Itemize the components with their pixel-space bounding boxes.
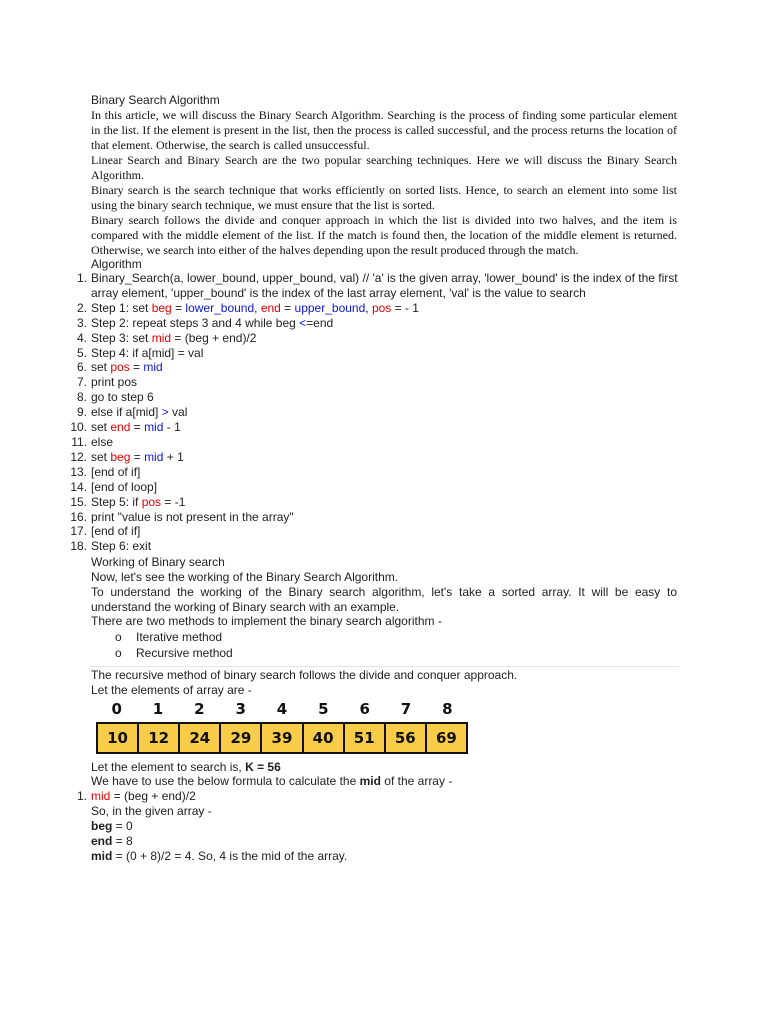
step-text: Binary_Search(a, lower_bound, upper_bound, val) // 'a' is the given array, 'lower_bound' is the index of the first array element, 'upper_bound' is the index of the last array element, 'val' is the value to search	[91, 271, 678, 300]
working-paragraph-3: There are two methods to implement the binary search algorithm -	[91, 614, 442, 628]
method-iterative: Iterative method	[136, 630, 223, 644]
code-operator: >	[161, 405, 169, 420]
list-item	[76, 375, 681, 390]
step-text: =	[129, 360, 144, 375]
end-line	[91, 834, 677, 849]
code-var: beg	[110, 449, 131, 464]
array-cell: 29	[221, 724, 262, 752]
step-text: =	[280, 300, 295, 315]
list-item	[71, 434, 681, 450]
list-item	[70, 494, 681, 510]
step-text: = - 1	[391, 300, 419, 315]
list-item	[70, 420, 681, 435]
working-paragraph-2: To understand the working of the Binary search algorithm, let's take a sorted array. It will be easy to understand the working of Binary search with an example.	[91, 585, 677, 614]
code-var: beg	[151, 300, 172, 315]
step-text: [end of if]	[91, 524, 141, 539]
list-number: 18.	[70, 539, 87, 554]
list-number: 6.	[76, 360, 87, 375]
working-paragraph-1: Now, let's see the working of the Binary Search Algorithm.	[91, 570, 399, 584]
method-recursive: Recursive method	[136, 646, 233, 660]
text: We have to use the below formula to calculate the	[91, 774, 360, 788]
array-cell: 40	[304, 724, 345, 752]
list-item	[70, 509, 681, 525]
list-item	[70, 464, 681, 480]
code-operator: <	[299, 315, 307, 330]
step-text: else if a[mid]	[91, 405, 162, 420]
step-text: print pos	[91, 375, 138, 390]
list-item	[70, 479, 681, 495]
search-key-line	[91, 760, 677, 775]
step-text: go to step 6	[91, 390, 154, 405]
formula-list	[76, 789, 681, 804]
code-var: pos	[110, 360, 130, 375]
array-index-row	[96, 700, 468, 720]
step-text: [end of loop]	[91, 479, 158, 494]
list-number: 1.	[76, 789, 87, 803]
intro-paragraph-1: In this article, we will discuss the Binary Search Algorithm. Searching is the process of finding some particular element in the list. If the element is present in the list, then the process is called successful, and the process returns the location of that element. Otherwise, the search is called unsuccessful.	[91, 108, 677, 152]
list-item	[70, 524, 681, 539]
step-text: = (beg + end)/2	[171, 330, 257, 345]
list-item	[76, 390, 681, 405]
text: Let the element to search is,	[91, 760, 246, 774]
array-index: 1	[152, 700, 164, 718]
step-text: Step 6: exit	[91, 539, 152, 554]
array-index: 4	[276, 700, 288, 718]
divider	[91, 666, 679, 667]
step-text: print "value is not present in the array"	[91, 509, 294, 524]
step-text: set	[91, 420, 111, 435]
step-text: =	[171, 300, 186, 315]
array-index: 5	[318, 700, 329, 718]
search-key: K = 56	[245, 760, 281, 774]
step-text: Step 2: repeat steps 3 and 4 while beg	[91, 315, 300, 330]
intro-paragraph-2: Linear Search and Binary Search are the two popular searching techniques. Here we will discuss the Binary Search Algorithm.	[91, 153, 677, 182]
beg-line	[91, 819, 677, 834]
list-number: 3.	[76, 315, 87, 330]
list-number: 17.	[70, 524, 87, 539]
algorithm-steps-list	[70, 271, 681, 554]
array-cell: 12	[139, 724, 180, 752]
list-item	[70, 539, 681, 554]
list-item	[76, 405, 681, 420]
step-text: =	[130, 449, 145, 464]
code-var: upper_bound	[294, 300, 366, 315]
step-text: =	[130, 420, 145, 435]
step-text: else	[91, 434, 114, 449]
list-number: 9.	[76, 405, 87, 420]
bullet-marker: o	[115, 646, 122, 660]
bold-term: mid	[91, 849, 113, 863]
code-var: end	[110, 420, 131, 435]
working-paragraph-4: The recursive method of binary search follows the divide and conquer approach.	[91, 668, 518, 682]
step-text: set	[91, 360, 111, 375]
array-cell: 39	[262, 724, 303, 752]
list-number: 11.	[71, 434, 87, 449]
bold-term: end	[91, 834, 113, 848]
array-cell: 51	[345, 724, 386, 752]
array-index: 7	[400, 700, 412, 718]
list-number: 12.	[70, 449, 87, 464]
code-var: mid	[144, 420, 164, 435]
list-number: 7.	[76, 375, 87, 390]
working-heading: Working of Binary search	[91, 555, 225, 569]
step-text: ,	[365, 300, 372, 315]
step-text: Step 5: if	[91, 494, 142, 509]
code-var: pos	[371, 300, 392, 315]
code-var: mid	[144, 449, 164, 464]
list-item	[76, 360, 681, 375]
code-var: mid	[91, 789, 111, 803]
page-title: Binary Search Algorithm	[91, 93, 220, 107]
array-cell: 69	[427, 724, 466, 752]
list-number: 5.	[76, 345, 87, 360]
formula-intro-line	[91, 774, 677, 789]
bold-term: mid	[359, 774, 381, 788]
step-text: =end	[306, 315, 334, 330]
step-text: [end of if]	[91, 464, 141, 479]
mid-line	[91, 849, 677, 864]
list-item	[70, 449, 681, 465]
array-index: 0	[111, 700, 122, 718]
list-number: 4.	[76, 330, 87, 345]
list-number: 16.	[70, 509, 87, 524]
intro-paragraph-4: Binary search follows the divide and conquer approach in which the list is divided into two halves, and the item is compared with the middle element of the list. If the match is found then, the location of the middle element is returned. Otherwise, we search into either of the halves depending upon the result produced through the match.	[91, 213, 677, 257]
step-text: ,	[254, 300, 261, 315]
list-number: 14.	[70, 479, 87, 494]
text: = 8	[112, 834, 133, 848]
working-paragraph-5: Let the elements of array are -	[91, 683, 252, 697]
text: = 0	[112, 819, 133, 833]
text: of the array -	[380, 774, 453, 788]
array-cell: 56	[386, 724, 427, 752]
code-var: end	[260, 300, 281, 315]
step-text: val	[168, 405, 188, 420]
list-item	[76, 330, 681, 346]
bold-term: beg	[91, 819, 113, 833]
given-array-line: So, in the given array -	[91, 804, 212, 818]
list-number: 1.	[76, 271, 87, 285]
step-text: set	[91, 449, 111, 464]
code-var: mid	[151, 330, 172, 345]
list-number: 2.	[76, 300, 87, 315]
list-item	[76, 345, 681, 361]
code-var: pos	[141, 494, 162, 509]
list-number: 13.	[70, 464, 87, 479]
bullet-marker: o	[115, 630, 122, 644]
list-number: 15.	[70, 494, 87, 509]
array-values-row	[96, 722, 468, 754]
intro-paragraph-3: Binary search is the search technique that works efficiently on sorted lists. Hence, to search an element into some list using the binary search technique, we must ensure that the list is sorted.	[91, 183, 677, 212]
step-text: Step 3: set	[91, 330, 152, 345]
list-number: 10.	[70, 420, 87, 435]
step-text: - 1	[163, 420, 181, 435]
step-text: Step 1: set	[91, 300, 152, 315]
text: = (0 + 8)/2 = 4. So, 4 is the mid of the array.	[112, 849, 348, 863]
code-var: mid	[143, 360, 163, 375]
code-var: lower_bound	[185, 300, 255, 315]
list-item	[76, 300, 681, 316]
list-item	[76, 271, 681, 301]
step-text: Step 4: if a[mid] = val	[91, 345, 204, 360]
step-text: + 1	[163, 449, 184, 464]
array-index: 6	[359, 700, 370, 718]
list-item	[76, 315, 681, 331]
text: = (beg + end)/2	[110, 789, 196, 803]
list-number: 8.	[76, 390, 87, 405]
array-index: 3	[235, 700, 246, 718]
array-cell: 24	[180, 724, 221, 752]
array-index: 2	[194, 700, 205, 718]
algorithm-heading: Algorithm	[91, 257, 142, 271]
array-index: 8	[442, 700, 453, 718]
step-text: = -1	[161, 494, 186, 509]
array-cell: 10	[98, 724, 139, 752]
